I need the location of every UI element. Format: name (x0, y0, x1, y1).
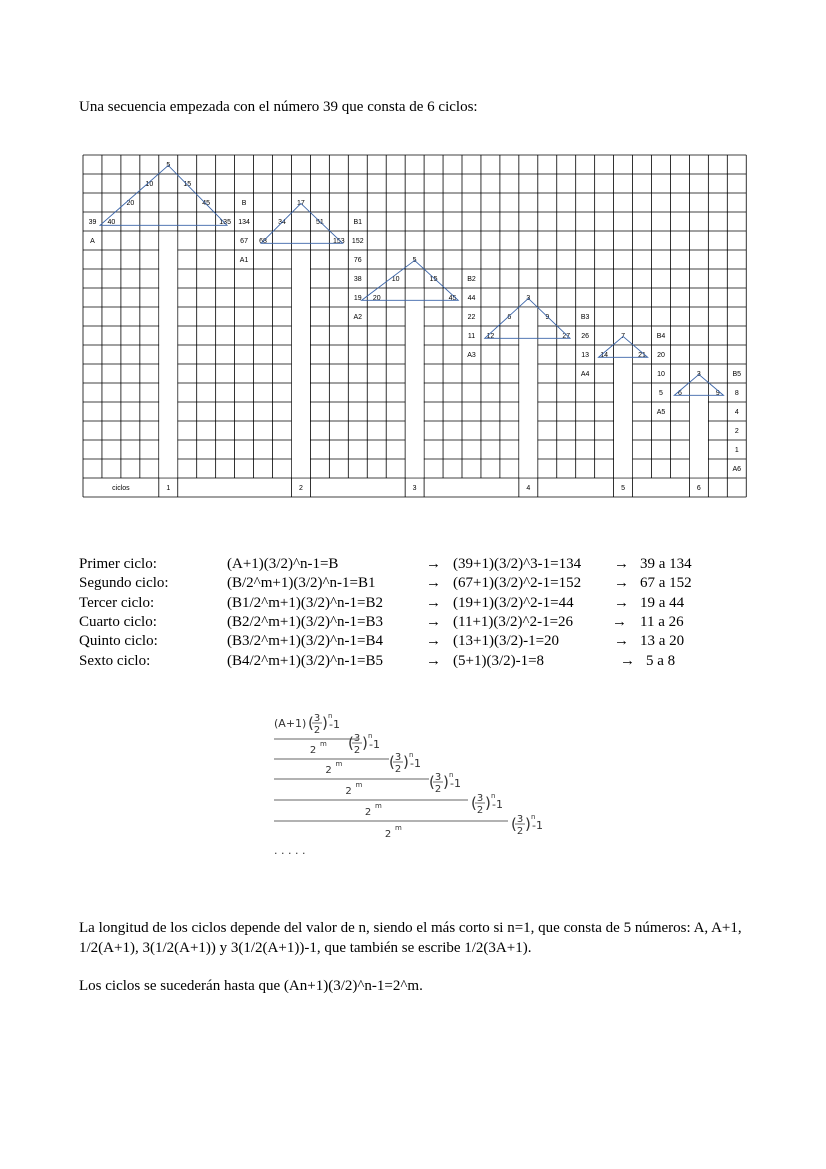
power-term-exponent: n (449, 771, 454, 779)
grid-cell-value: B2 (467, 276, 476, 283)
power-term-minus: -1 (410, 757, 421, 770)
power-term-paren: ) (362, 734, 368, 752)
grid-cell-value: B1 (353, 219, 363, 226)
arrow-icon: → (426, 633, 441, 650)
grid-cell-value: A3 (467, 352, 476, 359)
grid-cell-value: 20 (126, 200, 135, 207)
grid-cell-value: 135 (219, 219, 231, 226)
intro-text: Una secuencia empezada con el número 39 que consta de 6 ciclos: (79, 99, 478, 115)
grid-cell-value: 11 (467, 333, 476, 340)
grid-cell-value: 27 (562, 333, 571, 340)
power-term-minus: -1 (532, 819, 543, 832)
cycle-formula: (B2/2^m+1)(3/2)^n-1=B3 (227, 613, 383, 630)
grid-cell-value: 39 (88, 219, 97, 226)
grid-cell-value: 17 (297, 200, 305, 207)
grid-cell-value: 45 (202, 200, 211, 207)
grid-cell-value: 67 (240, 238, 248, 245)
grid-cell-value: A5 (656, 409, 666, 416)
power-term-paren: ( (511, 815, 517, 833)
grid-cell-value: A4 (580, 371, 590, 378)
arrow-icon: → (614, 556, 629, 572)
footer-label: 3 (412, 485, 417, 492)
cycle-label: Cuarto ciclo: (79, 613, 157, 630)
power-term-minus: -1 (329, 718, 340, 731)
power-term-paren: ) (403, 753, 409, 771)
grid-cell-value: 68 (259, 238, 267, 245)
power-term-paren: ( (389, 753, 395, 771)
grid-cell-value: 9 (715, 390, 720, 397)
power-term-numerator: 3 (394, 752, 402, 763)
grid-cell-value: 20 (372, 295, 381, 302)
grid-cell-value: 10 (391, 276, 400, 283)
grid-cell-value: 3 (526, 295, 531, 302)
grid-cell-value: 45 (448, 295, 457, 302)
cycle-example: (5+1)(3/2)-1=8 (453, 652, 545, 669)
cycle-formula: (B3/2^m+1)(3/2)^n-1=B4 (227, 633, 383, 650)
power-term-exponent: n (368, 732, 373, 740)
grid-cell-value: 6 (507, 314, 512, 321)
power-term-denominator: 2 (394, 764, 402, 775)
cycle-example: (11+1)(3/2)^2-1=26 (453, 613, 574, 630)
grid-cell-value: 152 (351, 238, 364, 245)
grid-cell-value: 40 (107, 219, 116, 226)
grid-column-band (292, 250, 310, 477)
power-term-paren: ) (485, 794, 491, 812)
cycle-triangle (261, 203, 342, 243)
cycle-range: 39 a 134 (640, 556, 692, 572)
fraction-base: 2 (325, 765, 332, 776)
power-term-denominator: 2 (313, 725, 321, 736)
cycle-label: Quinto ciclo: (79, 633, 158, 650)
arrow-icon: → (614, 594, 629, 611)
grid-cell-value: 2 (734, 428, 739, 435)
cycle-range: 5 a 8 (646, 652, 676, 669)
grid-cell-value: 21 (638, 352, 646, 359)
grid-cell-value: 34 (278, 219, 286, 226)
grid-cell-value: 26 (581, 333, 590, 340)
footer-label: 1 (166, 485, 171, 492)
grid-cell-value: 6 (677, 390, 682, 397)
paragraph-cycle-length: La longitud de los ciclos depende del valor de n, siendo el más corto si n=1, que consta de 5 números: A, A+1, 1/2(A+1), 3(1/2(A+1)) y 3(1/2(A+1))-1, que también se escribe 1/2(3A+1). (79, 920, 742, 956)
grid-cell-value: 7 (621, 333, 626, 340)
grid-cell-value: 3 (696, 371, 701, 378)
grid-cell-value: 10 (657, 371, 665, 378)
grid-cell-value: A6 (732, 466, 742, 473)
footer-label: 4 (526, 485, 531, 492)
arrow-icon: → (426, 613, 441, 630)
arrow-icon: → (426, 556, 441, 572)
grid-cell-value: 76 (353, 257, 362, 264)
grid-cell-value: 8 (734, 390, 739, 397)
power-term-paren: ) (443, 773, 449, 791)
power-term-numerator: 3 (516, 814, 524, 825)
grid-cell-value: 5 (166, 162, 171, 169)
grid-cell-value: 14 (600, 352, 609, 359)
grid-cell-value: 12 (486, 333, 495, 340)
fraction-exponent-m: m (375, 802, 382, 810)
cycle-example: (13+1)(3/2)-1=20 (453, 633, 560, 650)
power-term-denominator: 2 (353, 745, 361, 756)
grid-cell-value: 51 (315, 219, 324, 226)
power-term-paren: ) (525, 815, 531, 833)
power-term-numerator: 3 (313, 713, 321, 724)
power-term-paren: ( (471, 794, 477, 812)
grid-cell-value: A1 (239, 257, 249, 264)
grid-cell-value: 44 (467, 295, 476, 302)
power-term-exponent: n (491, 792, 496, 800)
arrow-icon: → (612, 613, 627, 630)
fraction-exponent-m: m (355, 781, 363, 789)
cycle-label: Tercer ciclo: (79, 594, 155, 611)
grid-column-band (690, 383, 708, 477)
footer-label: 5 (621, 485, 626, 492)
cycle-range: 13 a 20 (640, 633, 685, 650)
cycle-label: Sexto ciclo: (79, 652, 151, 669)
power-term-paren: ( (308, 714, 314, 732)
power-term-numerator: 3 (434, 772, 442, 783)
fraction-formula (270, 708, 570, 858)
footer-label: 2 (298, 485, 303, 492)
grid-cell-value: 5 (659, 390, 663, 397)
arrow-icon: → (620, 652, 635, 669)
paragraph-cycle-end: Los ciclos se sucederán hasta que (An+1)(3/2)^n-1=2^m. (79, 978, 423, 994)
cycle-formula: (A+1)(3/2)^n-1=B (227, 556, 339, 572)
power-term-denominator: 2 (434, 784, 442, 795)
cycle-range: 11 a 26 (640, 613, 684, 630)
grid-cell-value: B3 (580, 314, 590, 321)
arrow-icon: → (426, 575, 441, 592)
fraction-head: (A+1) (274, 717, 307, 730)
cycle-example: (67+1)(3/2)^2-1=152 (453, 575, 582, 592)
fraction-base: 2 (384, 829, 392, 840)
power-term-denominator: 2 (516, 826, 524, 837)
power-term-minus: -1 (369, 738, 380, 751)
arrow-icon: → (426, 652, 441, 669)
continued-fraction (270, 708, 570, 858)
sequence-grid (0, 0, 826, 520)
cycle-range: 67 a 152 (640, 575, 692, 592)
grid-cell-value: 38 (353, 276, 362, 283)
power-term-paren: ( (348, 734, 354, 752)
footer-label: ciclos (112, 485, 130, 492)
grid-column-band (519, 307, 537, 477)
cycle-formula: (B4/2^m+1)(3/2)^n-1=B5 (227, 652, 383, 669)
power-term-denominator: 2 (476, 805, 484, 816)
power-term-exponent: n (531, 813, 536, 821)
power-term-minus: -1 (450, 777, 461, 790)
grid-cell-value: 4 (734, 409, 739, 416)
cycle-example: (39+1)(3/2)^3-1=134 (453, 556, 582, 572)
grid-cell-value: 19 (353, 295, 362, 302)
fraction-exponent-m: m (395, 824, 402, 832)
grid-cell-value: 134 (238, 219, 250, 226)
grid-column-band (159, 231, 177, 477)
grid-cell-value: B4 (656, 333, 666, 340)
grid-cell-value: B (241, 200, 247, 207)
grid-cell-value: A2 (353, 314, 363, 321)
grid-cell-value: B5 (732, 371, 742, 378)
grid-cell-value: 15 (183, 181, 192, 188)
fraction-ellipsis: . . . . . (274, 844, 306, 857)
cycle-formula: (B/2^m+1)(3/2)^n-1=B1 (227, 575, 376, 592)
grid-column-band (614, 345, 632, 477)
power-term-numerator: 3 (476, 793, 484, 804)
grid-cell-value: A (90, 238, 95, 245)
grid-cell-value: 153 (332, 238, 345, 245)
power-term-paren: ) (322, 714, 328, 732)
power-term-paren: ( (429, 773, 435, 791)
cycle-triangle (100, 165, 227, 225)
cycle-label: Segundo ciclo: (79, 575, 169, 592)
footer-label: 6 (696, 485, 701, 492)
grid-cell-value: 22 (467, 314, 476, 321)
grid-cell-value: 1 (734, 447, 739, 454)
arrow-icon: → (614, 633, 629, 650)
power-term-exponent: n (328, 712, 333, 720)
fraction-exponent-m: m (320, 740, 327, 748)
fraction-exponent-m: m (335, 760, 343, 768)
grid-cell-value: 9 (545, 314, 550, 321)
fraction-base: 2 (345, 786, 352, 797)
fraction-base: 2 (309, 745, 317, 756)
grid-cell-value: 15 (429, 276, 438, 283)
grid-column-band (406, 288, 424, 477)
cycle-range: 19 a 44 (640, 594, 685, 611)
cycle-label: Primer ciclo: (79, 556, 157, 572)
grid-cell-value: 10 (145, 181, 154, 188)
grid-cell-value: 5 (412, 257, 417, 264)
power-term-exponent: n (409, 751, 414, 759)
arrow-icon: → (426, 594, 441, 611)
grid-cell-value: 13 (581, 352, 590, 359)
cycle-example: (19+1)(3/2)^2-1=44 (453, 594, 574, 611)
grid-cell-value: 20 (657, 352, 665, 359)
power-term-numerator: 3 (353, 733, 361, 744)
power-term-minus: -1 (492, 798, 503, 811)
arrow-icon: → (614, 575, 629, 592)
fraction-base: 2 (364, 807, 372, 818)
cycle-formula: (B1/2^m+1)(3/2)^n-1=B2 (227, 594, 383, 611)
